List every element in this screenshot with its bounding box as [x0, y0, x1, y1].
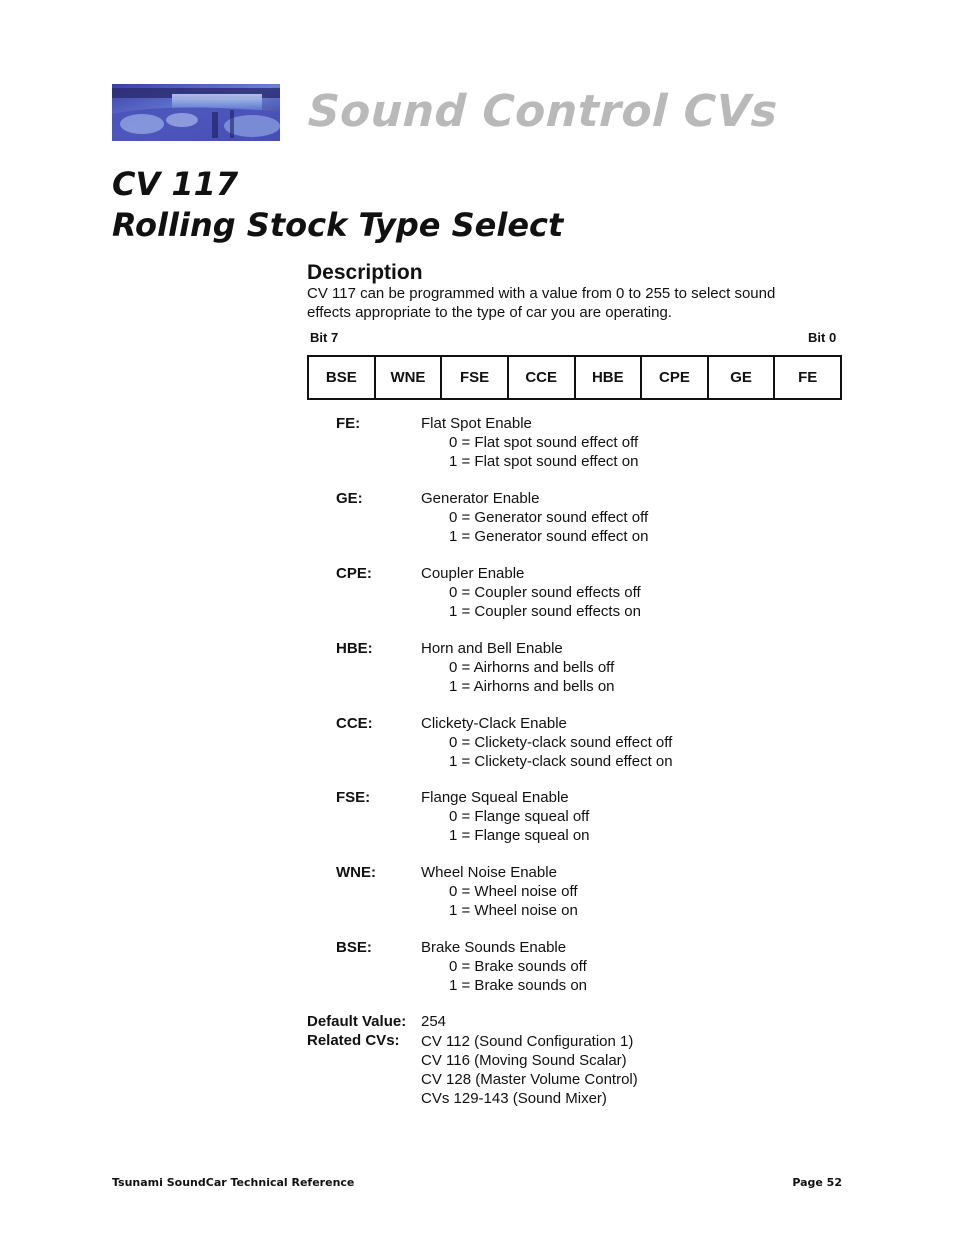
- footer-document-title: Tsunami SoundCar Technical Reference: [112, 1176, 355, 1189]
- field-name: Clickety-Clack Enable: [421, 715, 567, 732]
- field-key: CCE:: [336, 715, 373, 732]
- related-cvs-label: Related CVs:: [307, 1032, 400, 1049]
- bit-cell-wne: WNE: [376, 357, 443, 398]
- bit-cell-bse: BSE: [309, 357, 376, 398]
- default-value-label: Default Value:: [307, 1013, 407, 1030]
- description-line-1: CV 117 can be programmed with a value from 0 to 255 to select sound: [307, 285, 776, 302]
- field-option-1: 1 = Airhorns and bells on: [449, 678, 615, 695]
- field-name: Flange Squeal Enable: [421, 789, 569, 806]
- field-option-1: 1 = Clickety-clack sound effect on: [449, 753, 673, 770]
- field-option-0: 0 = Generator sound effect off: [449, 509, 649, 526]
- bit-0-label: Bit 0: [808, 330, 837, 345]
- field-key: FSE:: [336, 789, 371, 806]
- description-line-2: effects appropriate to the type of car you are operating.: [307, 304, 672, 321]
- cv-number-title: CV 117: [112, 165, 239, 203]
- field-option-1: 1 = Flat spot sound effect on: [449, 453, 639, 470]
- field-key: FE:: [336, 415, 361, 432]
- field-option-0: 0 = Wheel noise off: [449, 883, 578, 900]
- bit-field-table: [307, 355, 842, 400]
- header-photo: [112, 84, 280, 141]
- field-option-1: 1 = Generator sound effect on: [449, 528, 649, 545]
- description-heading: Description: [307, 261, 423, 284]
- bit-cell-fse: FSE: [442, 357, 509, 398]
- field-key: GE:: [336, 490, 363, 507]
- field-option-1: 1 = Wheel noise on: [449, 902, 578, 919]
- field-name: Coupler Enable: [421, 565, 525, 582]
- related-cvs-list: [421, 1032, 638, 1108]
- footer-page-number: Page 52: [792, 1176, 842, 1189]
- field-key: CPE:: [336, 565, 372, 582]
- field-option-0: 0 = Brake sounds off: [449, 958, 587, 975]
- related-cv-item: CVs 129-143 (Sound Mixer): [421, 1090, 607, 1107]
- field-name: Horn and Bell Enable: [421, 640, 563, 657]
- related-cv-item: CV 128 (Master Volume Control): [421, 1071, 638, 1088]
- field-option-1: 1 = Flange squeal on: [449, 827, 590, 844]
- field-name: Wheel Noise Enable: [421, 864, 557, 881]
- field-name: Flat Spot Enable: [421, 415, 532, 432]
- description-text: [307, 284, 827, 322]
- field-option-0: 0 = Airhorns and bells off: [449, 659, 615, 676]
- field-option-1: 1 = Coupler sound effects on: [449, 603, 641, 620]
- field-option-0: 0 = Coupler sound effects off: [449, 584, 641, 601]
- cv-name-title: Rolling Stock Type Select: [112, 206, 564, 244]
- bit-cell-cce: CCE: [509, 357, 576, 398]
- field-option-0: 0 = Clickety-clack sound effect off: [449, 734, 673, 751]
- field-option-0: 0 = Flange squeal off: [449, 808, 590, 825]
- bit-cell-ge: GE: [709, 357, 776, 398]
- section-title: Sound Control CVs: [307, 86, 779, 137]
- bit-cell-hbe: HBE: [576, 357, 643, 398]
- related-cv-item: CV 112 (Sound Configuration 1): [421, 1033, 634, 1050]
- field-name: Brake Sounds Enable: [421, 939, 567, 956]
- field-key: HBE:: [336, 640, 373, 657]
- field-key: WNE:: [336, 864, 376, 881]
- default-value: 254: [421, 1013, 447, 1030]
- field-name: Generator Enable: [421, 490, 540, 507]
- bit-cell-cpe: CPE: [642, 357, 709, 398]
- field-option-0: 0 = Flat spot sound effect off: [449, 434, 639, 451]
- field-option-1: 1 = Brake sounds on: [449, 977, 588, 994]
- bit-7-label: Bit 7: [310, 330, 339, 345]
- field-key: BSE:: [336, 939, 372, 956]
- bit-cell-fe: FE: [798, 369, 818, 386]
- related-cv-item: CV 116 (Moving Sound Scalar): [421, 1052, 627, 1069]
